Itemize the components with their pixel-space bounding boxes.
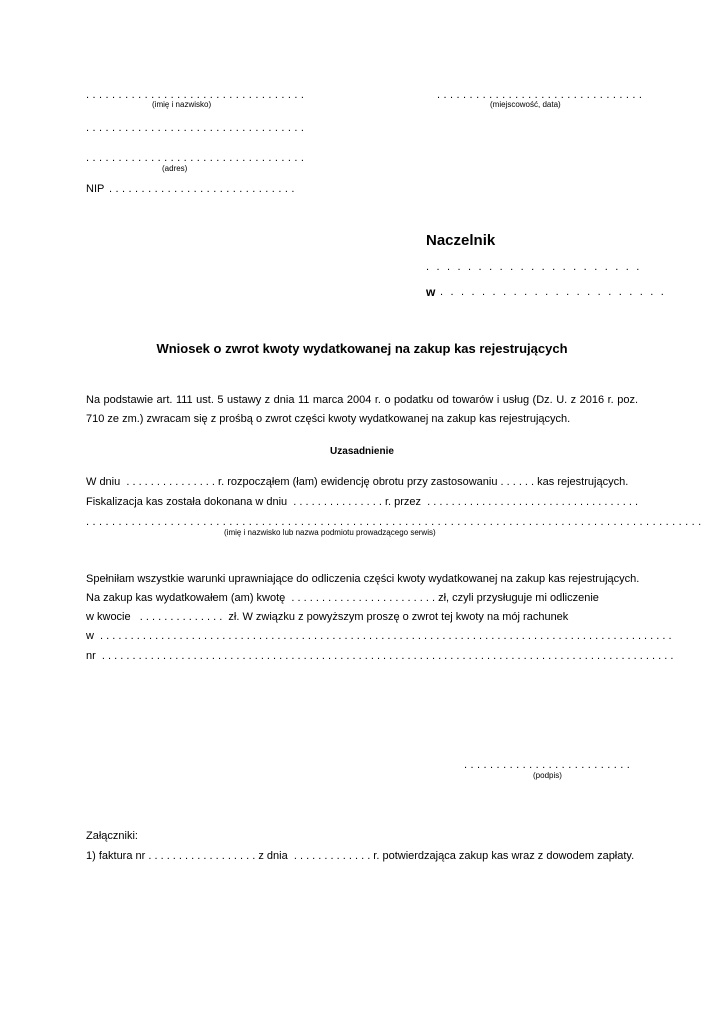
sender-address-line-2: . . . . . . . . . . . . . . . . . . . . . . . . . . . . . . . . . . — [86, 152, 305, 164]
justification-line-2: Fiskalizacja kas została dokonana w dniu . . . . . . . . . . . . . . . r. przez . . . . . . . . . . . . . . . . . . . . . . . . . . . . . . . . . . . — [86, 496, 639, 508]
attachment-item-1: 1) faktura nr . . . . . . . . . . . . . . . . . . z dnia . . . . . . . . . . . . . r. potwierdzająca zakup kas wraz z dowodem zapłaty. — [86, 850, 635, 862]
conditions-line-4: w . . . . . . . . . . . . . . . . . . . . . . . . . . . . . . . . . . . . . . . . . . . . . . . . . . . . . . . . . . . . . . . . . . . . . . . . . . . . . . . . . . . . . . . . . . . . . . — [86, 630, 672, 642]
intro-paragraph: Na podstawie art. 111 ust. 5 ustawy z dnia 11 marca 2004 r. o podatku od towarów i usług (Dz. U. z 2016 r. poz. 710 ze zm.) zwracam się z prośbą o zwrot części kwoty wydatkowanej na zakup kas rejestrujących. — [86, 394, 638, 425]
signature-line: . . . . . . . . . . . . . . . . . . . . . . . . . . — [464, 759, 631, 771]
justification-line-1: W dniu . . . . . . . . . . . . . . . r. rozpocząłem (łam) ewidencję obrotu przy zastosowaniu . . . . . . kas rejestrujących. — [86, 476, 629, 488]
nip-label: NIP — [86, 183, 105, 195]
conditions-line-1: Spełniłam wszystkie warunki uprawniające do odliczenia części kwoty wydatkowanej na zakup kas rejestrujących. — [86, 573, 640, 585]
nip-line: . . . . . . . . . . . . . . . . . . . . . . . . . . . . . — [109, 183, 295, 195]
justification-heading: Uzasadnienie — [330, 446, 394, 457]
conditions-line-2: Na zakup kas wydatkowałem (am) kwotę . . . . . . . . . . . . . . . . . . . . . . . . zł, czyli przysługuje mi odliczenie — [86, 592, 599, 604]
sender-name-line: . . . . . . . . . . . . . . . . . . . . . . . . . . . . . . . . . . — [86, 89, 305, 101]
place-date-line: . . . . . . . . . . . . . . . . . . . . . . . . . . . . . . . . — [437, 89, 643, 101]
justification-line-3: . . . . . . . . . . . . . . . . . . . . . . . . . . . . . . . . . . . . . . . . . . . . . . . . . . . . . . . . . . . . . . . . . . . . . . . . . . . . . . . . . . . . . . . . . . . . . . . — [86, 516, 702, 528]
attachments-label: Załączniki: — [86, 830, 138, 842]
sender-address-caption: (adres) — [162, 164, 188, 173]
signature-caption: (podpis) — [533, 771, 562, 780]
addressee-w-label: w — [426, 285, 436, 299]
addressee-line-1: . . . . . . . . . . . . . . . . . . . . . — [426, 261, 642, 273]
addressee-title: Naczelnik — [426, 232, 496, 249]
addressee-line-2: . . . . . . . . . . . . . . . . . . . . . . — [440, 286, 667, 298]
place-date-caption: (miejscowość, data) — [490, 100, 561, 109]
sender-name-caption: (imię i nazwisko) — [152, 100, 212, 109]
sender-address-line-1: . . . . . . . . . . . . . . . . . . . . . . . . . . . . . . . . . . — [86, 122, 305, 134]
justification-caption: (imię i nazwisko lub nazwa podmiotu prowadzącego serwis) — [224, 528, 436, 537]
conditions-line-5: nr . . . . . . . . . . . . . . . . . . . . . . . . . . . . . . . . . . . . . . . . . . . . . . . . . . . . . . . . . . . . . . . . . . . . . . . . . . . . . . . . . . . . . . . . . . . . . . — [86, 650, 674, 662]
document-title: Wniosek o zwrot kwoty wydatkowanej na zakup kas rejestrujących — [156, 341, 568, 356]
conditions-line-3: w kwocie . . . . . . . . . . . . . . zł. W związku z powyższym proszę o zwrot tej kwoty na mój rachunek — [86, 611, 569, 623]
